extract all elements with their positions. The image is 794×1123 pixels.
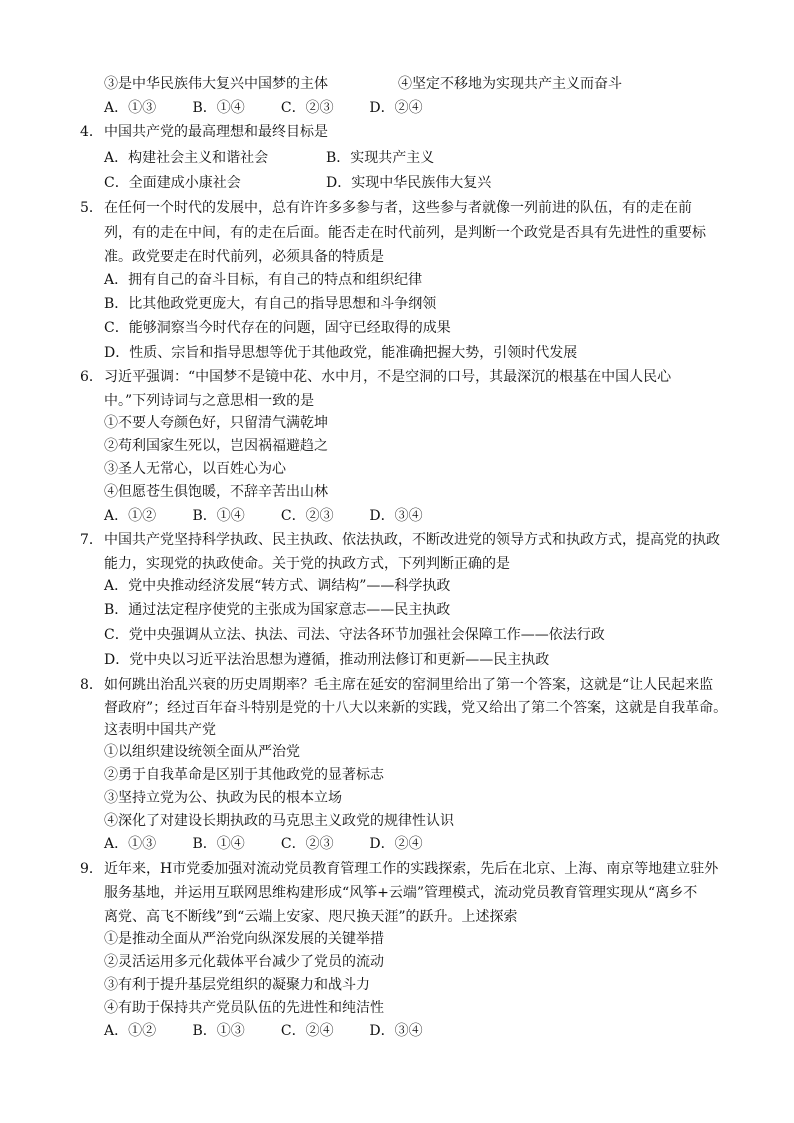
q6-stem-line-2: 中。”下列诗词与之意思相一致的是 [104,393,315,409]
q7-stem-line-2: 能力，实现党的执政使命。关于党的执政方式，下列判断正确的是 [104,556,510,572]
q5-stem-line-1: 在任何一个时代的发展中，总有许许多多参与者，这些参与者就像一列前进的队伍，有的走在前 [104,200,692,216]
q8-choices [104,834,423,854]
q4-option-d[interactable]: D．实现中华民族伟大复兴 [326,175,492,191]
q8-stem-line-1: 如何跳出治乱兴衰的历史周期率？毛主席在延安的窑洞里给出了第一个答案，这就是“让人民起来监 [104,677,714,693]
q6-choice-b[interactable]: B．①④ [192,508,245,524]
q8-item-2: ②勇于自我革命是区别于其他政党的显著标志 [104,767,384,783]
q7-option-c[interactable]: C．党中央强调从立法、执法、司法、守法各环节加强社会保障工作——依法行政 [104,627,605,643]
q3-item-3: ③是中华民族伟大复兴中国梦的主体 [104,76,328,92]
q7-option-a[interactable]: A．党中央推动经济发展“转方式、调结构”——科学执政 [104,578,451,594]
q5-option-b[interactable]: B．比其他政党更庞大，有自己的指导思想和斗争纲领 [104,296,437,312]
q5-option-c[interactable]: C．能够洞察当今时代存在的问题，固守已经取得的成果 [104,320,451,336]
q5-stem-line-3: 准。政党要走在时代前列，必须具备的特质是 [104,249,384,265]
q8-number: 8． [80,677,103,693]
q9-number: 9． [80,861,103,877]
q4-option-b[interactable]: B．实现共产主义 [326,150,435,166]
q5-stem-line-2: 列，有的走在中间，有的走在后面。能否走在时代前列，是判断一个政党是否具有先进性的重要标 [104,225,706,241]
q8-choice-b[interactable]: B．①④ [192,836,245,852]
q9-item-1: ①是推动全面从严治党向纵深发展的关键举措 [104,931,384,947]
q9-choice-a[interactable]: A．①② [104,1023,157,1039]
q9-stem-line-1: 近年来，H市党委加强对流动党员教育管理工作的实践探索，先后在北京、上海、南京等地建立驻外 [104,861,719,877]
q4-option-a[interactable]: A．构建社会主义和谐社会 [104,150,269,166]
q8-choice-d[interactable]: D．②④ [369,836,423,852]
q4-stem: 中国共产党的最高理想和最终目标是 [104,124,328,140]
q3-item-4: ④坚定不移地为实现共产主义而奋斗 [398,76,622,92]
q7-stem-line-1: 中国共产党坚持科学执政、民主执政、依法执政，不断改进党的领导方式和执政方式，提高党的执政 [104,532,720,548]
q9-item-2: ②灵活运用多元化载体平台减少了党员的流动 [104,954,384,970]
q6-number: 6． [80,369,103,385]
q5-number: 5． [80,200,103,216]
q8-stem-line-3: 这表明中国共产党 [104,722,216,738]
q8-choice-c[interactable]: C．②③ [280,836,334,852]
q9-item-4: ④有助于保持共产党员队伍的先进性和纯洁性 [104,1000,384,1016]
q7-option-d[interactable]: D．党中央以习近平法治思想为遵循，推动刑法修订和更新——民主执政 [104,652,550,668]
q9-stem-line-2: 服务基地，并运用互联网思维构建形成“风筝+云端”管理模式，流动党员教育管理实现从“离乡不 [104,885,698,901]
q8-item-3: ③坚持立党为公、执政为民的根本立场 [104,790,342,806]
q3-choice-d[interactable]: D．②④ [369,100,423,116]
q3-choice-a[interactable]: A．①③ [104,100,157,116]
q7-number: 7． [80,532,103,548]
q6-choice-c[interactable]: C．②③ [280,508,334,524]
q6-choice-d[interactable]: D．③④ [369,508,423,524]
q9-choice-c[interactable]: C．②④ [280,1023,334,1039]
q6-item-4: ④但愿苍生俱饱暖，不辞辛苦出山林 [104,484,328,500]
q4-option-c[interactable]: C．全面建成小康社会 [104,175,241,191]
q6-item-2: ②苟利国家生死以，岂因祸福避趋之 [104,438,328,454]
q6-item-1: ①不要人夸颜色好，只留清气满乾坤 [104,415,328,431]
q9-choice-b[interactable]: B．①③ [192,1023,245,1039]
q4-number: 4． [80,124,103,140]
q8-item-1: ①以组织建设统领全面从严治党 [104,744,300,760]
q5-option-d[interactable]: D．性质、宗旨和指导思想等优于其他政党，能准确把握大势，引领时代发展 [104,345,578,361]
q8-item-4: ④深化了对建设长期执政的马克思主义政党的规律性认识 [104,813,454,829]
q9-choice-d[interactable]: D．③④ [369,1023,423,1039]
q3-choices [104,98,423,118]
q6-stem-line-1: 习近平强调：“中国梦不是镜中花、水中月，不是空洞的口号，其最深沉的根基在中国人民心 [104,369,672,385]
q6-item-3: ③圣人无常心，以百姓心为心 [104,461,286,477]
q6-choices [104,506,423,526]
q9-stem-line-3: 离党、高飞不断线”到“云端上安家、咫尺换天涯”的跃升。上述探索 [104,909,518,925]
q8-choice-a[interactable]: A．①③ [104,836,157,852]
q9-choices [104,1021,423,1041]
q6-choice-a[interactable]: A．①② [104,508,157,524]
q7-option-b[interactable]: B．通过法定程序使党的主张成为国家意志——民主执政 [104,602,451,618]
q9-item-3: ③有利于提升基层党组织的凝聚力和战斗力 [104,977,370,993]
q3-choice-b[interactable]: B．①④ [192,100,245,116]
q5-option-a[interactable]: A．拥有自己的奋斗目标，有自己的特点和组织纪律 [104,272,423,288]
q3-choice-c[interactable]: C．②③ [280,100,334,116]
q8-stem-line-2: 督政府”；经过百年奋斗特别是党的十八大以来新的实践，党又给出了第二个答案，这就是自我革命。 [104,700,728,716]
